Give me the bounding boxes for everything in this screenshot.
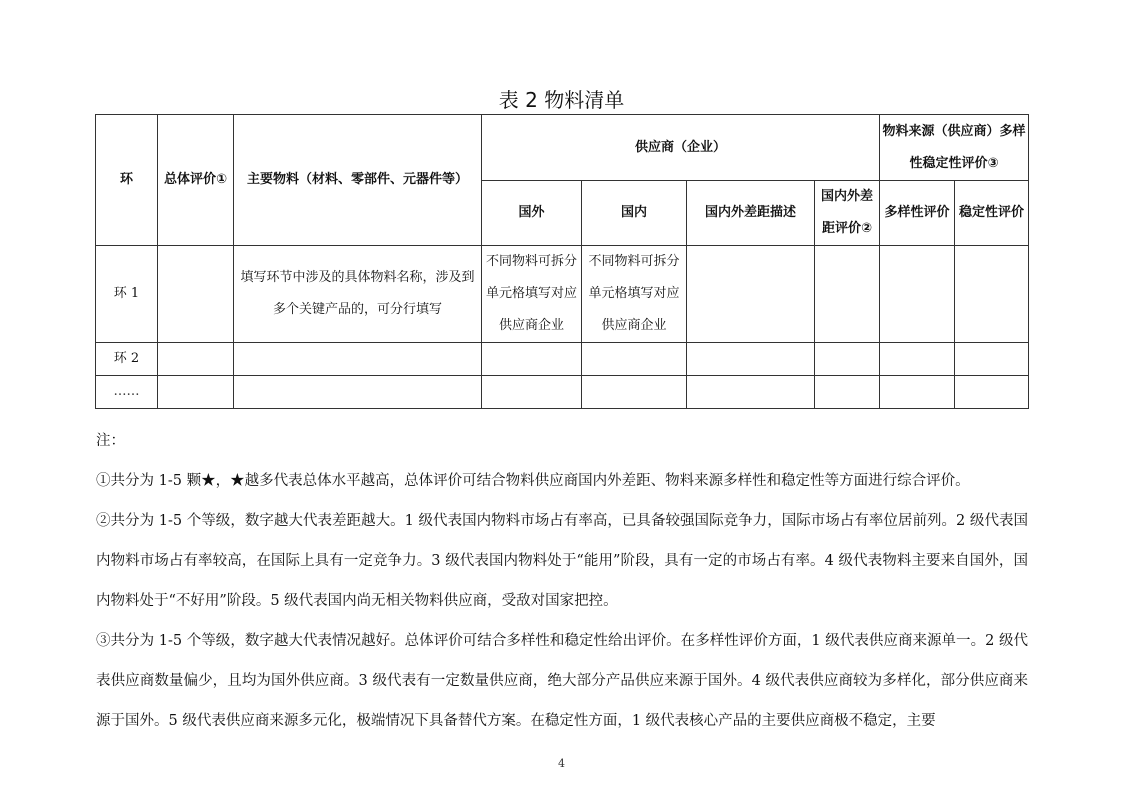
notes-section <box>96 421 1028 741</box>
cell-gap-description[interactable] <box>687 246 815 343</box>
cell-gap-description[interactable] <box>687 343 815 376</box>
table-title: 表 2 物料清单 <box>498 88 625 112</box>
header-supplier-group: 供应商（企业） <box>482 115 880 181</box>
header-source-group: 物料来源（供应商）多样性稳定性评价③ <box>880 115 1029 181</box>
cell-domestic[interactable]: 不同物料可拆分单元格填写对应供应商企业 <box>582 246 687 343</box>
cell-segment[interactable]: 环 1 <box>96 246 158 343</box>
note-item-2: ②共分为 1-5 个等级，数字越大代表差距越大。1 级代表国内物料市场占有率高，已具备较强国际竞争力，国际市场占有率位居前列。2 级代表国内物料市场占有率较高，在国际上具有一定竞争力。3 级代表国内物料处于“能用”阶段，具有一定的市场占有率。4 级代表物料主要来自国外，国内物料处于“不好用”阶段。5 级代表国内尚无相关物料供应商，受敌对国家把控。 <box>96 513 1028 609</box>
cell-diversity-rating[interactable] <box>880 246 955 343</box>
cell-diversity-rating[interactable] <box>880 376 955 409</box>
cell-stability-rating[interactable] <box>955 343 1029 376</box>
cell-domestic[interactable] <box>582 343 687 376</box>
page-number: 4 <box>558 757 565 770</box>
cell-gap-description[interactable] <box>687 376 815 409</box>
cell-main-materials[interactable] <box>234 376 482 409</box>
table-row <box>96 246 1029 343</box>
note-item-1: ①共分为 1-5 颗★，★越多代表总体水平越高，总体评价可结合物料供应商国内外差距、物料来源多样性和稳定性等方面进行综合评价。 <box>96 473 970 489</box>
cell-gap-rating[interactable] <box>815 246 880 343</box>
cell-segment[interactable]: 环 2 <box>96 343 158 376</box>
header-foreign: 国外 <box>482 181 582 246</box>
table-row <box>96 376 1029 409</box>
notes-label: 注： <box>96 433 125 449</box>
header-gap-rating: 国内外差距评价② <box>815 181 880 246</box>
note-item-3: ③共分为 1-5 个等级，数字越大代表情况越好。总体评价可结合多样性和稳定性给出评价。在多样性评价方面，1 级代表供应商来源单一。2 级代表供应商数量偏少，且均为国外供应商。3 级代表有一定数量供应商，绝大部分产品供应来源于国外。4 级代表供应商较为多样化，部分供应商来源于国外。5 级代表供应商来源多元化，极端情况下具备替代方案。在稳定性方面，1 级代表核心产品的主要供应商极不稳定，主要 <box>96 633 1028 729</box>
cell-foreign[interactable]: 不同物料可拆分单元格填写对应供应商企业 <box>482 246 582 343</box>
header-diversity-rating: 多样性评价 <box>880 181 955 246</box>
cell-segment[interactable]: …… <box>96 376 158 409</box>
cell-gap-rating[interactable] <box>815 343 880 376</box>
header-main-materials: 主要物料（材料、零部件、元器件等） <box>234 115 482 246</box>
cell-gap-rating[interactable] <box>815 376 880 409</box>
header-segment: 环 <box>96 115 158 246</box>
header-stability-rating: 稳定性评价 <box>955 181 1029 246</box>
header-overall-rating: 总体评价① <box>158 115 234 246</box>
cell-overall-rating[interactable] <box>158 246 234 343</box>
header-domestic: 国内 <box>582 181 687 246</box>
cell-overall-rating[interactable] <box>158 343 234 376</box>
cell-foreign[interactable] <box>482 376 582 409</box>
cell-main-materials[interactable] <box>234 343 482 376</box>
cell-domestic[interactable] <box>582 376 687 409</box>
cell-stability-rating[interactable] <box>955 246 1029 343</box>
cell-stability-rating[interactable] <box>955 376 1029 409</box>
cell-diversity-rating[interactable] <box>880 343 955 376</box>
cell-foreign[interactable] <box>482 343 582 376</box>
cell-main-materials[interactable]: 填写环节中涉及的具体物料名称，涉及到多个关键产品的，可分行填写 <box>234 246 482 343</box>
materials-table <box>95 114 1029 409</box>
cell-overall-rating[interactable] <box>158 376 234 409</box>
table-row <box>96 343 1029 376</box>
header-gap-description: 国内外差距描述 <box>687 181 815 246</box>
